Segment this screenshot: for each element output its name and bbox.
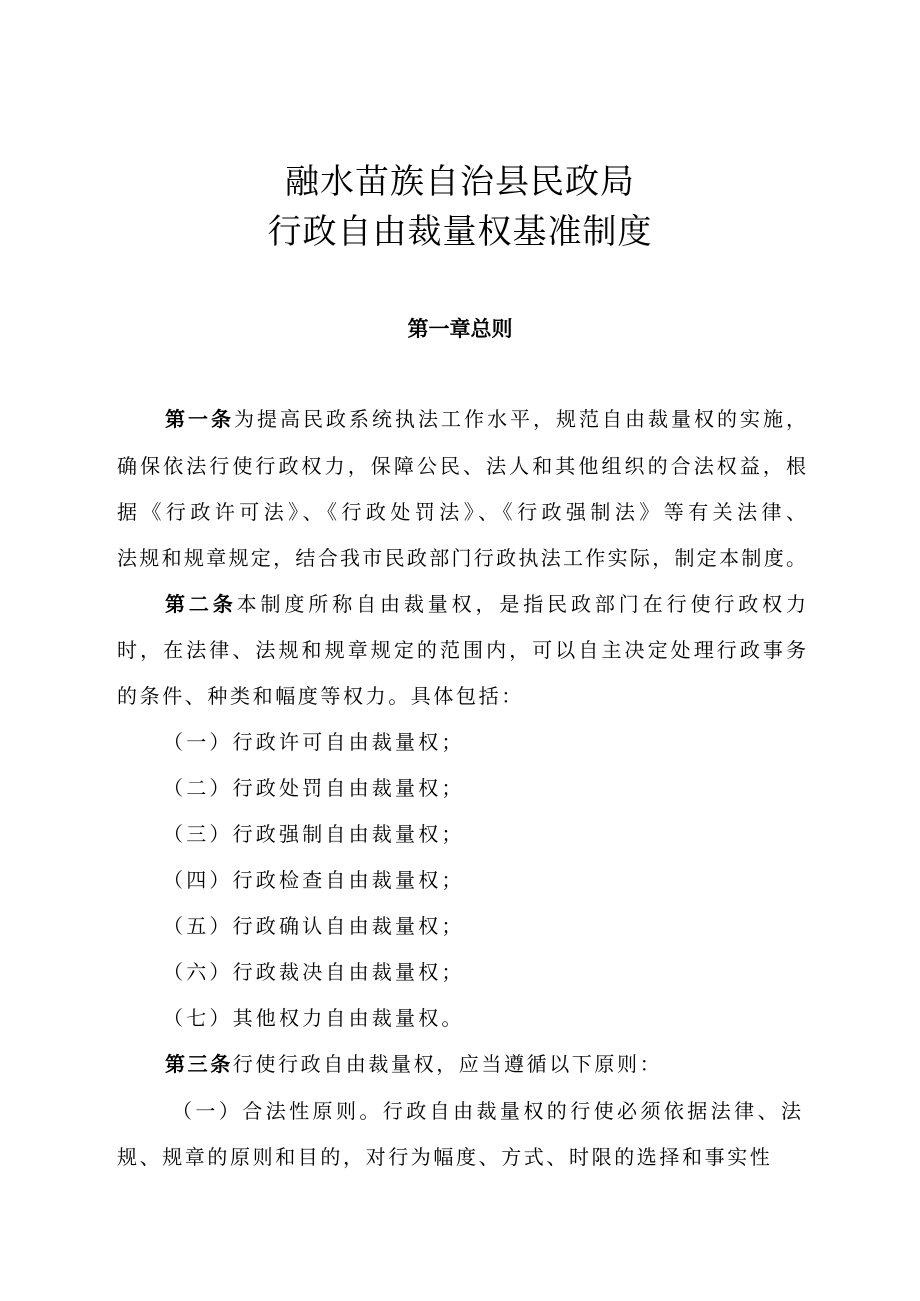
chapter-heading: 第一章总则 (407, 317, 513, 341)
article-1-first-line (165, 404, 807, 434)
article-1-line-4: 法规和规章规定，结合我市民政部门行政执法工作实际，制定本制度。 (117, 546, 807, 570)
list-item: （六）行政裁决自由裁量权； (163, 960, 465, 984)
article-3-label: 第三条 (165, 1052, 233, 1076)
list-item: （三）行政强制自由裁量权； (163, 822, 465, 846)
article-2-label: 第二条 (165, 592, 237, 616)
article-1-label: 第一条 (165, 407, 234, 431)
list-item: （五）行政确认自由裁量权； (163, 914, 465, 938)
document-title-line-1: 融水苗族自治县民政局 (285, 162, 635, 202)
article-2-line-2: 时，在法律、法规和规章规定的范围内，可以自主决定处理行政事务 (117, 638, 807, 662)
article-1-line-2: 确保依法行使行政权力，保障公民、法人和其他组织的合法权益，根 (117, 454, 807, 478)
article-1-line-3: 据《行政许可法》、《行政处罚法》、《行政强制法》等有关法律、 (117, 500, 807, 524)
article-2-line-3: 的条件、种类和幅度等权力。具体包括： (117, 684, 524, 708)
list-item: （四）行政检查自由裁量权； (163, 868, 465, 892)
article-3-principle-1-line-2: 规、规章的原则和目的，对行为幅度、方式、时限的选择和事实性 (117, 1145, 773, 1169)
list-item: （一）行政许可自由裁量权； (163, 730, 465, 754)
article-1-text: 为提高民政系统执法工作水平，规范自由裁量权的实施， (234, 407, 807, 431)
document-title-line-2: 行政自由裁量权基准制度 (267, 212, 653, 252)
article-2-first-line (165, 589, 807, 619)
article-3-first-line (165, 1049, 662, 1079)
list-item: （七）其他权力自由裁量权。 (163, 1006, 465, 1030)
list-item: （二）行政处罚自由裁量权； (163, 776, 465, 800)
article-3-text: 行使行政自由裁量权，应当遵循以下原则： (232, 1052, 663, 1076)
article-3-principle-1-line-1: （一）合法性原则。行政自由裁量权的行使必须依据法律、法 (172, 1099, 802, 1123)
article-2-text: 本制度所称自由裁量权，是指民政部门在行使行政权力 (236, 592, 808, 616)
